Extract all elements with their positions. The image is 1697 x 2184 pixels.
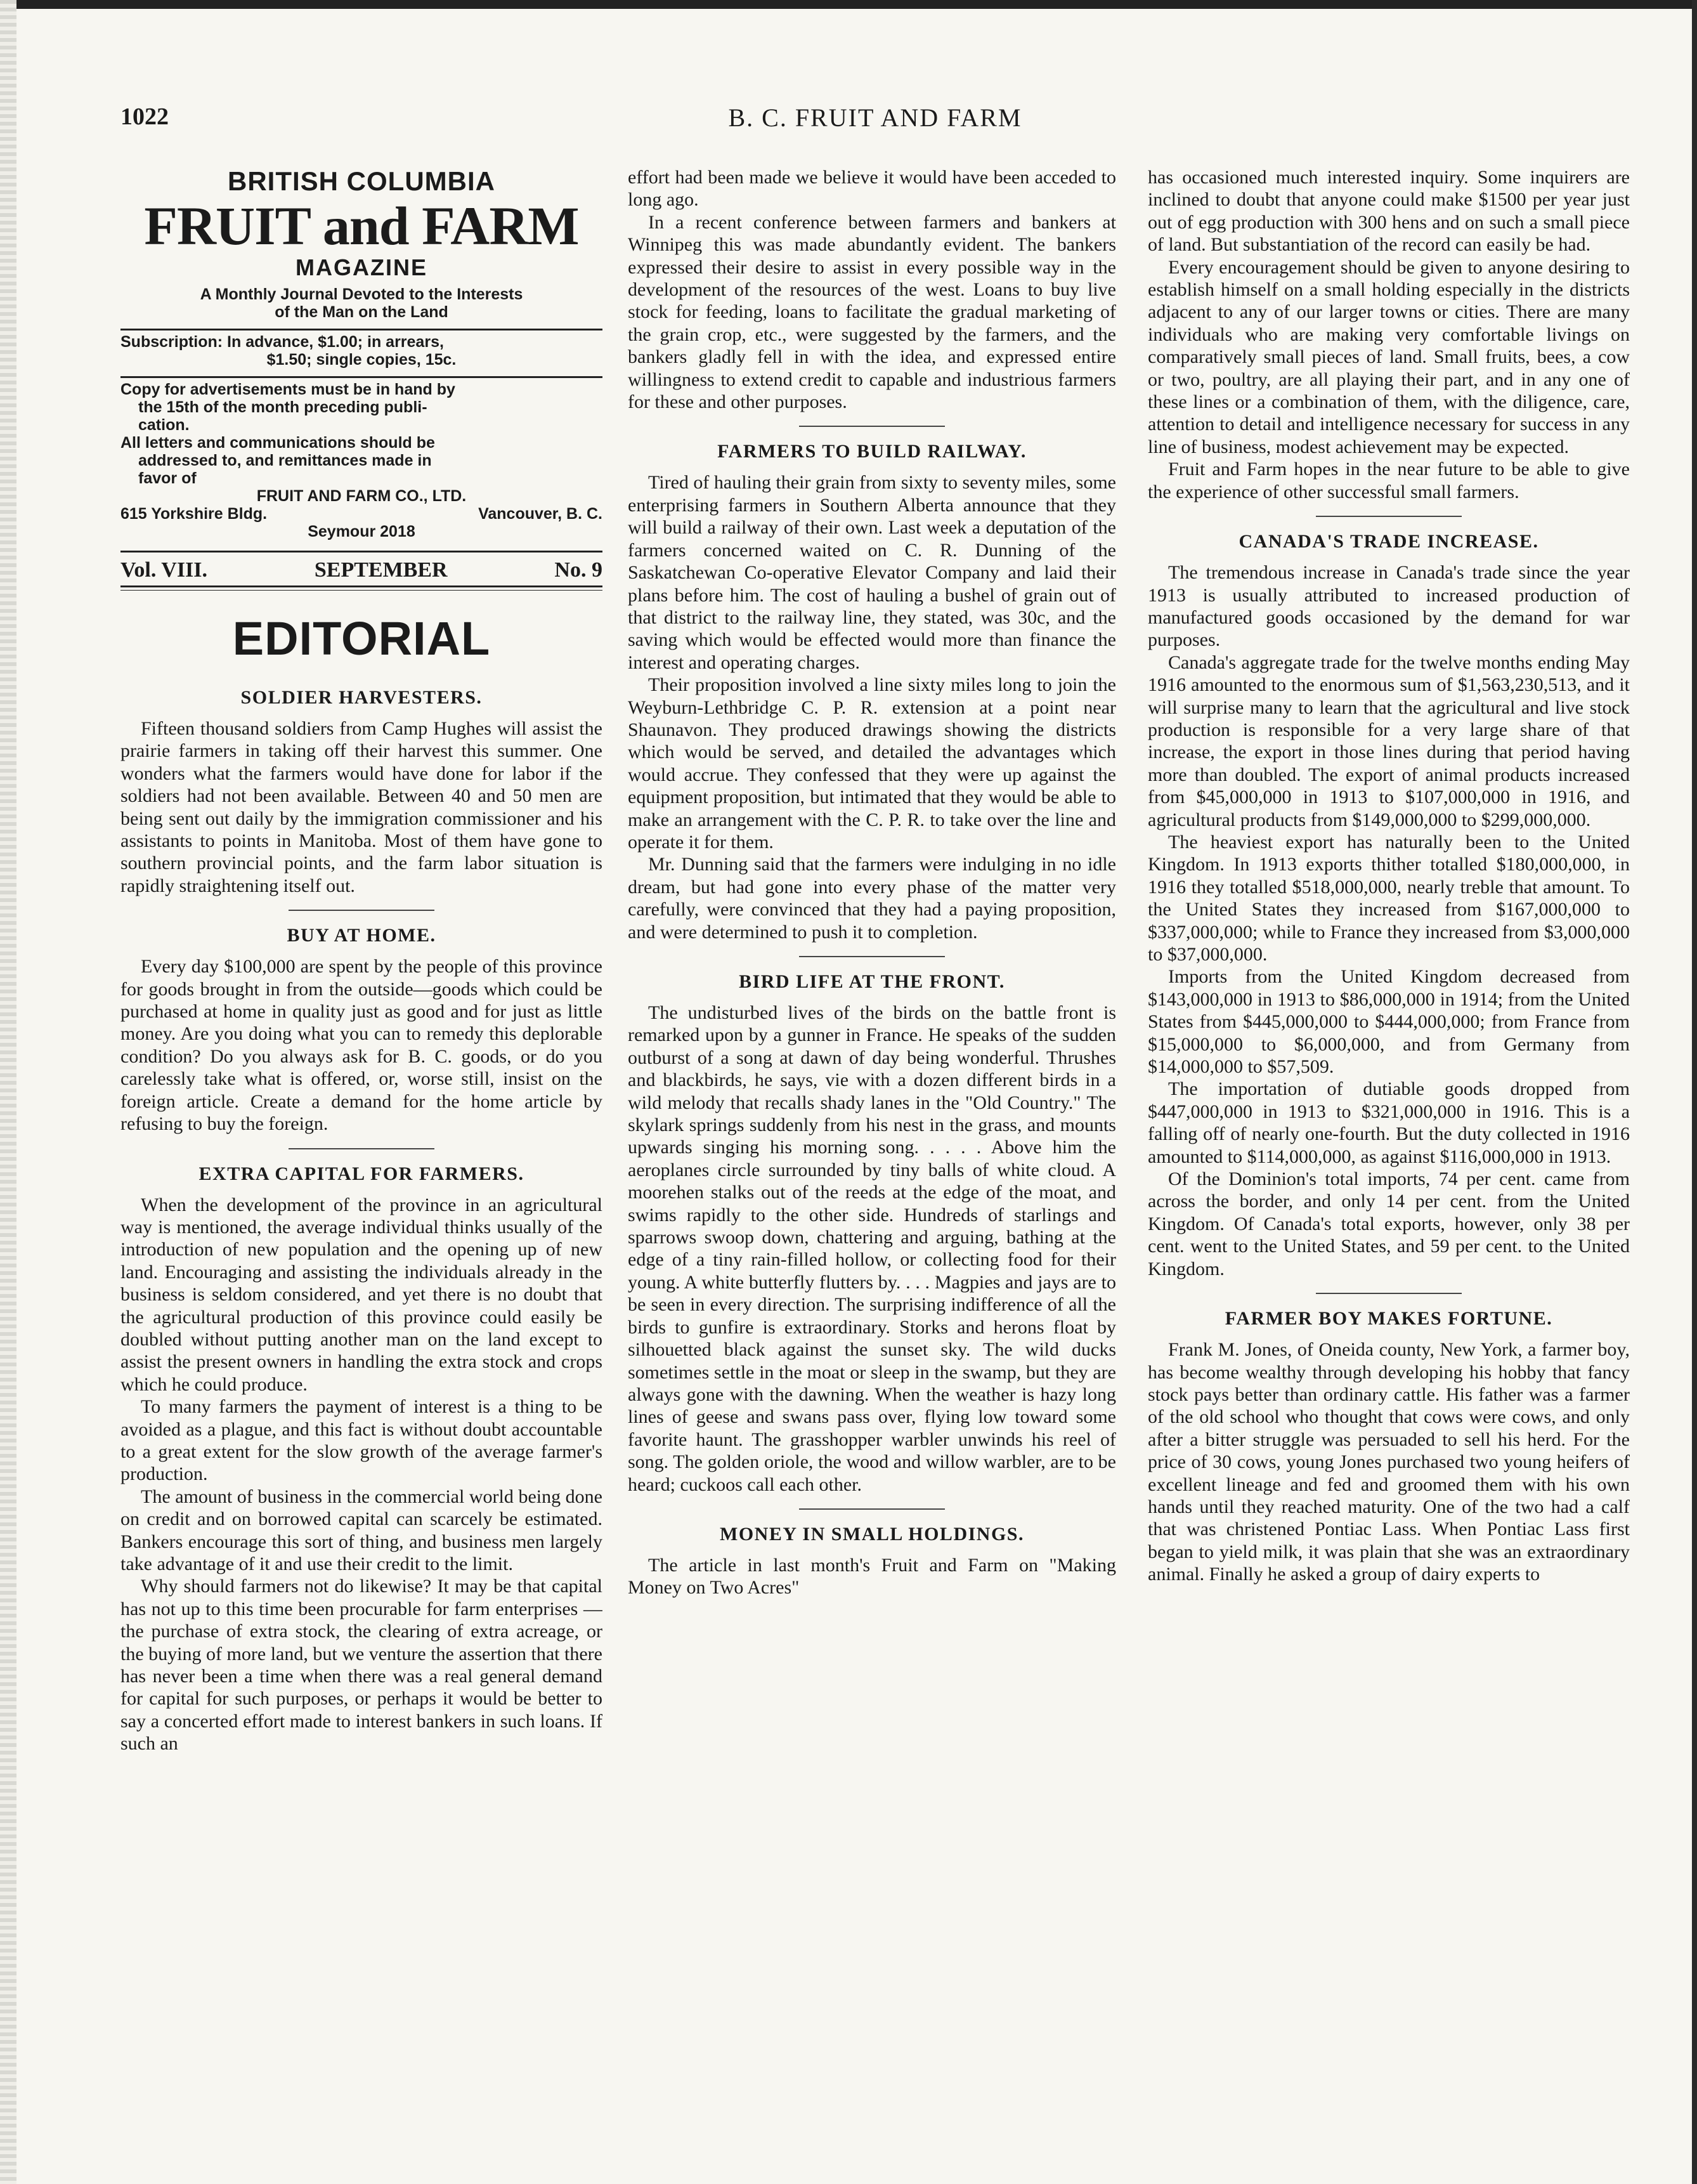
subscription-info xyxy=(120,333,602,369)
section-rule xyxy=(1316,1293,1462,1294)
masthead-title: FRUIT and FARM xyxy=(144,195,579,256)
paragraph: Mr. Dunning said that the farmers were indulging in no idle dream, but had gone into every phase of the matter very carefully, were convinced that they had a paying proposition, and were determined to push it to completion. xyxy=(628,854,1116,943)
article-title: EXTRA CAPITAL FOR FARMERS. xyxy=(198,1163,524,1184)
article-title: MONEY IN SMALL HOLDINGS. xyxy=(720,1523,1024,1545)
volume: Vol. VIII. xyxy=(120,558,208,582)
masthead-tagline-2: of the Man on the Land xyxy=(275,303,448,321)
paragraph: The tremendous increase in Canada's trade since the year 1913 is usually attributed to increased production of manufactured goods occasioned by the demand for war purposes. xyxy=(1148,562,1630,651)
journal-title: B. C. FRUIT AND FARM xyxy=(728,103,1022,132)
paragraph: Every day $100,000 are spent by the people of this province for goods brought in from the outside—goods which could be purchased at home in quality just as good and for just as little money. Are you doing what you can to remedy this deplorable condition? Do you always ask for B. C. goods, or do you carelessly take what is offered, or, worse still, insist on the foreign article. Create a demand for the home article by refusing to buy the foreign. xyxy=(120,956,602,1135)
page-number: 1022 xyxy=(120,103,169,130)
subscription-line-2: $1.50; single copies, 15c. xyxy=(266,351,457,369)
paragraph: The heaviest export has naturally been to the United Kingdom. In 1913 exports thither totalled $180,000,000, in 1916 they totalled $518,000,000, nearly treble that amount. To the United States they increased from $167,000,000 to $337,000,000; while to France they increased from $3,000,000 to $37,000,000. xyxy=(1148,831,1630,965)
paragraph: The article in last month's Fruit and Farm on "Making Money on Two Acres" xyxy=(628,1554,1116,1599)
section-rule xyxy=(799,1508,945,1510)
paragraph: Frank M. Jones, of Oneida county, New York, a farmer boy, has become wealthy through developing his hobby that fancy stock pays better than ordinary cattle. His father was a farmer of the old school who thought that cows were cows, and only after a bitter struggle was persuaded to sell his herd. For the price of 30 cows, young Jones purchased two young heifers of excellent lineage and fed and groomed them with his own hands until they reached maturity. One of the two had a calf that was christened Pontiac Lass. When Pontiac Lass first began to yield milk, it was plain that she was an extraordinary animal. Finally he asked a group of dairy experts to xyxy=(1148,1339,1630,1585)
scan-top-edge xyxy=(0,0,1697,9)
article-title: FARMER BOY MAKES FORTUNE. xyxy=(1225,1308,1553,1330)
paragraph: Why should farmers not do likewise? It may be that capital has not up to this time been procurable for farm enterprises —the purchase of extra stock, the clearing of extra acreage, or the buying of more land, but we venture the assertion that there has never been a time when there was a real general demand for capital for such purposes, or perhaps it would be better to say a concerted effort made to interest bankers in such loans. If such an xyxy=(120,1576,602,1755)
masthead-double-rule xyxy=(120,585,602,591)
masthead xyxy=(120,166,602,591)
masthead-tagline-1: A Monthly Journal Devoted to the Interests xyxy=(200,285,523,303)
copy-line-3: cation. xyxy=(138,416,190,434)
advertising-info xyxy=(120,381,602,540)
masthead-rule xyxy=(120,329,602,330)
paragraph: Imports from the United Kingdom decreased from $143,000,000 in 1913 to $86,000,000 in 1914; from the United States from $445,000,000 to $444,000,000; from France from $15,000,000 to $6,000,000, and from Germany from $14,000,000 to $57,509. xyxy=(1148,966,1630,1078)
article-farmer-boy xyxy=(1148,1308,1630,1585)
article-title: CANADA'S TRADE INCREASE. xyxy=(1239,531,1539,553)
article-title: BUY AT HOME. xyxy=(287,925,436,946)
section-rule xyxy=(799,426,945,427)
paragraph: effort had been made we believe it would have been acceded to long ago. xyxy=(628,167,1116,211)
paragraph: has occasioned much interested inquiry. Some inquirers are inclined to doubt that anyone could make $1500 per year just out of egg production with 300 hens and on such a small piece of land. But substantiation of the record can easily be had. xyxy=(1148,167,1630,256)
article-title: FARMERS TO BUILD RAILWAY. xyxy=(717,441,1027,462)
editorial-heading: EDITORIAL xyxy=(232,612,491,665)
letters-line-2: addressed to, and remittances made in xyxy=(138,452,432,469)
paragraph: The undisturbed lives of the birds on the battle front is remarked upon by a gunner in France. He speaks of the sudden outburst of a song at dawn of day being wonderful. Thrushes and blackbirds, he says, vie with a dozen different birds in a wild melody that recalls shady lanes in the "Old Country." The skylark springs suddenly from his nest in the grass, and mounts upwards singing his morning song. . . . . Above him the aeroplanes circle surrounded by tiny balls of white cloud. A moorehen stalks out of the reeds at the edge of the moat, and swims rapidly to the other side. Hundreds of starlings and sparrows swoop down, chattering and arguing, bathing at the edge of a tiny rain-filled hollow, or collecting food for their young. A white butterfly flutters by. . . . Magpies and jays are to be seen in every direction. The surprising indifference of all the birds to gunfire is extraordinary. Storks and herons float by silhouetted black against the sunset sky. The wild ducks sometimes settle in the moat or sleep in the swamp, but they are always gone with the dawning. When the weather is hazy long lines of geese and swans pass over, flying low toward some favorite haunt. The grasshopper warbler unwinds his reel of song. The golden oriole, the wood and willow warbler, are to be heard; cuckoos call each other. xyxy=(628,1002,1116,1495)
article-soldier-harvesters xyxy=(120,687,602,897)
copy-line-1: Copy for advertisements must be in hand by xyxy=(120,381,455,398)
issue-month: SEPTEMBER xyxy=(314,558,448,582)
company-name: FRUIT AND FARM CO., LTD. xyxy=(256,487,467,505)
article-title: SOLDIER HARVESTERS. xyxy=(240,687,483,708)
article-extra-capital xyxy=(120,1163,602,1755)
subscription-line-1: Subscription: In advance, $1.00; in arrears, xyxy=(120,333,444,351)
paragraph: Of the Dominion's total imports, 74 per cent. came from across the border, and only 14 per cent. from the United Kingdom. Of Canada's total exports, however, only 38 per cent. went to the United States, and 59 per cent. to the United Kingdom. xyxy=(1148,1168,1630,1279)
article-buy-at-home xyxy=(120,925,602,1135)
paragraph: When the development of the province in an agricultural way is mentioned, the average individual thinks usually of the introduction of new population and the opening up of new land. Encouraging and assisting the individuals already in the business is seldom considered, and yet there is no doubt that the agricultural production of this province could easily be doubled without putting another man on the land except to assist the present owners in handling the extra stock and crops which he could produce. xyxy=(120,1194,602,1395)
paragraph: The amount of business in the commercial world being done on credit and on borrowed capital can scarcely be estimated. Bankers encourage this sort of thing, and business men largely take advantage of it and use their credit to the limit. xyxy=(120,1486,602,1574)
masthead-rule xyxy=(120,376,602,378)
paragraph: Fruit and Farm hopes in the near future to be able to give the experience of other successful small farmers. xyxy=(1148,459,1630,502)
letters-line-1: All letters and communications should be xyxy=(120,434,435,452)
article-farmers-railway xyxy=(628,441,1116,943)
paragraph: Fifteen thousand soldiers from Camp Hughes will assist the prairie farmers in taking off their harvest this summer. One wonders what the farmers would have done for labor if the soldiers had not been available. Between 40 and 50 men are being sent out daily by the immigration commissioner and his assistants to points in Manitoba. Most of them have gone to southern provincial points, and the farm labor situation is rapidly straightening itself out. xyxy=(120,718,602,896)
issue-number: No. 9 xyxy=(554,558,602,582)
article-canada-trade xyxy=(1148,531,1630,1280)
paragraph: Tired of hauling their grain from sixty to seventy miles, some enterprising farmers in Southern Alberta announce that they will build a railway of their own. Last week a deputation of the farmers concerned waited on C. R. Dunning of the Saskatchewan Co-operative Elevator Company and laid their plans before him. The cost of hauling a bushel of grain out of that district to the railway line, they stated, was 30c, and the saving which would be effected would more than finance the interest and operating charges. xyxy=(628,472,1116,673)
scan-right-edge xyxy=(1692,0,1697,2184)
copy-line-2: the 15th of the month preceding publi- xyxy=(138,398,427,416)
article-money-small-holdings-continued xyxy=(1148,166,1630,503)
address-street: 615 Yorkshire Bldg. xyxy=(120,505,268,523)
masthead-rule xyxy=(120,551,602,553)
column-1 xyxy=(120,166,602,2152)
paragraph: The importation of dutiable goods dropped from $447,000,000 in 1913 to $321,000,000 in 1916. This is a falling off of nearly one-fourth. But the duty collected in 1916 amounted to $114,000,000, as against $116,000,000 in 1913. xyxy=(1148,1078,1630,1167)
paragraph: To many farmers the payment of interest is a thing to be avoided as a plague, and this fact is without doubt accountable to a great extent for the slow growth of the average farmer's production. xyxy=(120,1396,602,1485)
paragraph: In a recent conference between farmers and bankers at Winnipeg this was made abundantly evident. The bankers expressed their desire to assist in every possible way in the development of the resources of the west. Loans to buy live stock for feeding, loans to facilitate the gradual marketing of the grain crop, etc., were suggested by the farmers, and the bankers gladly fell in with the idea, and expressed entire willingness to extend credit to capable and industrious farmers for these and other purposes. xyxy=(628,211,1116,413)
paragraph: Canada's aggregate trade for the twelve months ending May 1916 amounted to the enormous sum of $1,563,230,513, and it will surprise many to learn that the agricultural and live stock production is responsible for a very large share of that increase, the export in those lines during that period having more than doubled. The export of animal products increased from $45,000,000 in 1913 to $107,000,000 in 1916, and agricultural products from $149,000,000 to $299,000,000. xyxy=(1148,651,1630,830)
article-money-small-holdings xyxy=(628,1524,1116,1599)
letters-line-3: favor of xyxy=(138,469,197,487)
column-3 xyxy=(1148,166,1630,2152)
paragraph: Every encouragement should be given to anyone desiring to establish himself on a small holding especially in the districts adjacent to any of our larger towns or cities. There are many individuals who are making very comfortable livings on comparatively small pieces of land. Small fruits, bees, a cow or two, poultry, are all playing their part, and in any one of these lines or a combination of them, with the diligence, care, attention to detail and intelligence necessary for success in any line of business, modest achievement may be expected. xyxy=(1148,256,1630,457)
section-rule xyxy=(1316,516,1462,517)
company-address xyxy=(120,505,602,523)
masthead-subtitle: MAGAZINE xyxy=(296,254,427,280)
article-extra-capital-continued xyxy=(628,166,1116,413)
article-bird-life xyxy=(628,971,1116,1496)
article-title: BIRD LIFE AT THE FRONT. xyxy=(739,971,1005,992)
paragraph: Their proposition involved a line sixty miles long to join the Weyburn-Lethbridge C. P. R. extension at a point near Shaunavon. They produced drawings showing the districts which would be served, and detailed the advantages which would accrue. They confessed that they were up against the equipment proposition, but intimated that they would be able to make an arrangement with the C. P. R. to take over the line and operate it for them. xyxy=(628,674,1116,853)
issue-line xyxy=(120,555,602,585)
section-rule xyxy=(289,910,434,911)
section-rule xyxy=(289,1148,434,1149)
column-2 xyxy=(628,166,1116,2152)
section-rule xyxy=(799,956,945,957)
company-phone: Seymour 2018 xyxy=(308,523,415,540)
address-city: Vancouver, B. C. xyxy=(478,505,602,523)
running-head xyxy=(120,103,1630,141)
scan-left-edge xyxy=(0,0,16,2184)
masthead-line1: BRITISH COLUMBIA xyxy=(228,166,495,196)
